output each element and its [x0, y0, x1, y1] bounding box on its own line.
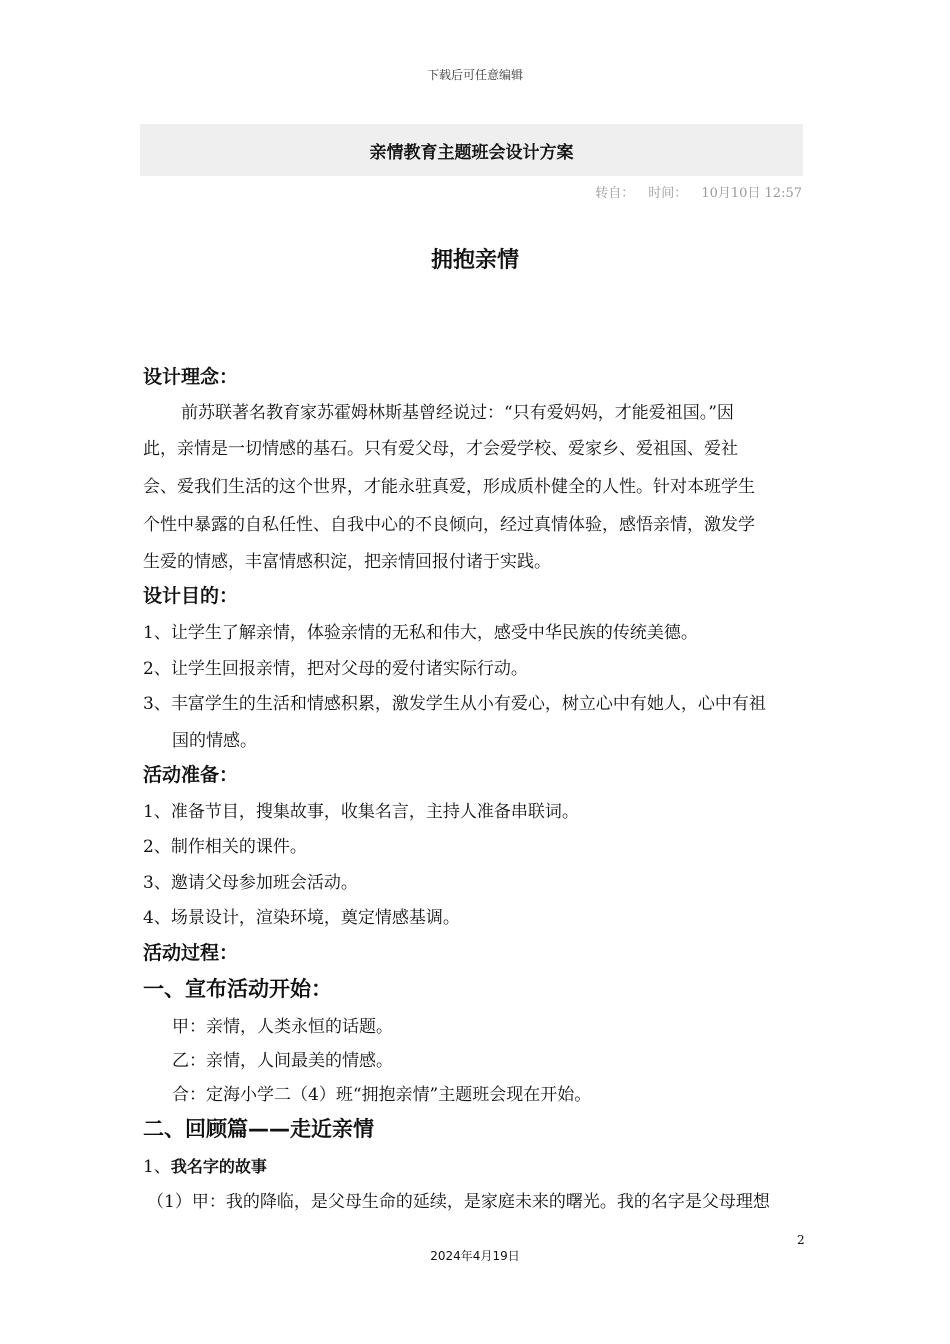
goal-line-2: 2、让学生回报亲情，把对父母的爱付诸实际行动。	[143, 659, 528, 679]
concept-line-1: 前苏联著名教育家苏霍姆林斯基曾经说过：“只有爱妈妈，才能爱祖国。”因	[181, 403, 734, 423]
prep-line-3: 3、邀请父母参加班会活动。	[143, 873, 358, 893]
part2-subheading	[143, 1152, 267, 1177]
document-title: 拥抱亲情	[430, 248, 519, 273]
footer-date: 2024年4月19日	[430, 1249, 520, 1263]
concept-line-4: 个性中暴露的自私任性、自我中心的不良倾向，经过真情体验，感悟亲情，激发学	[143, 515, 755, 535]
part2-sub-number: 1、	[143, 1157, 171, 1177]
prep-line-4: 4、场景设计，渲染环境，奠定情感基调。	[143, 908, 460, 928]
concept-line-5: 生爱的情感，丰富情感积淀，把亲情回报付诸于实践。	[143, 552, 551, 572]
title-band: 亲情教育主题班会设计方案	[140, 124, 803, 176]
part2-line-1: （1）甲：我的降临，是父母生命的延续，是家庭未来的曙光。我的名字是父母理想	[147, 1192, 770, 1212]
meta-from: 转自：	[595, 186, 635, 201]
heading-concept: 设计理念：	[143, 366, 239, 388]
article-meta	[140, 182, 802, 201]
goal-line-3: 3、丰富学生的生活和情感积累，激发学生从小有爱心，树立心中有她人，心中有祖	[143, 694, 766, 714]
prep-line-1: 1、准备节目，搜集故事，收集名言，主持人准备串联词。	[143, 802, 579, 822]
heading-prep: 活动准备：	[143, 764, 239, 786]
heading-part1: 一、宣布活动开始：	[143, 977, 332, 1001]
prep-line-2: 2、制作相关的课件。	[143, 837, 307, 857]
page-number: 2	[797, 1233, 805, 1247]
part2-sub-title: 我名字的故事	[170, 1157, 267, 1176]
heading-goals: 设计目的：	[143, 585, 239, 607]
part1-line-2: 乙：亲情，人间最美的情感。	[172, 1051, 393, 1071]
concept-line-3: 会、爱我们生活的这个世界，才能永驻真爱，形成质朴健全的人性。针对本班学生	[143, 477, 755, 497]
meta-time-label: 时间：	[648, 186, 688, 201]
part1-line-1: 甲：亲情，人类永恒的话题。	[172, 1017, 393, 1037]
part1-line-3: 合：定海小学二（4）班“拥抱亲情”主题班会现在开始。	[172, 1085, 592, 1105]
header-note: 下载后可任意编辑	[426, 68, 523, 82]
heading-process: 活动过程：	[143, 942, 239, 964]
concept-line-2: 此，亲情是一切情感的基石。只有爱父母，才会爱学校、爱家乡、爱祖国、爱社	[143, 439, 738, 459]
goal-line-4: 国的情感。	[172, 731, 257, 751]
meta-time-value: 10月10日 12:57	[701, 186, 802, 201]
goal-line-1: 1、让学生了解亲情，体验亲情的无私和伟大，感受中华民族的传统美德。	[143, 623, 698, 643]
heading-part2: 二、回顾篇——走近亲情	[143, 1117, 374, 1141]
